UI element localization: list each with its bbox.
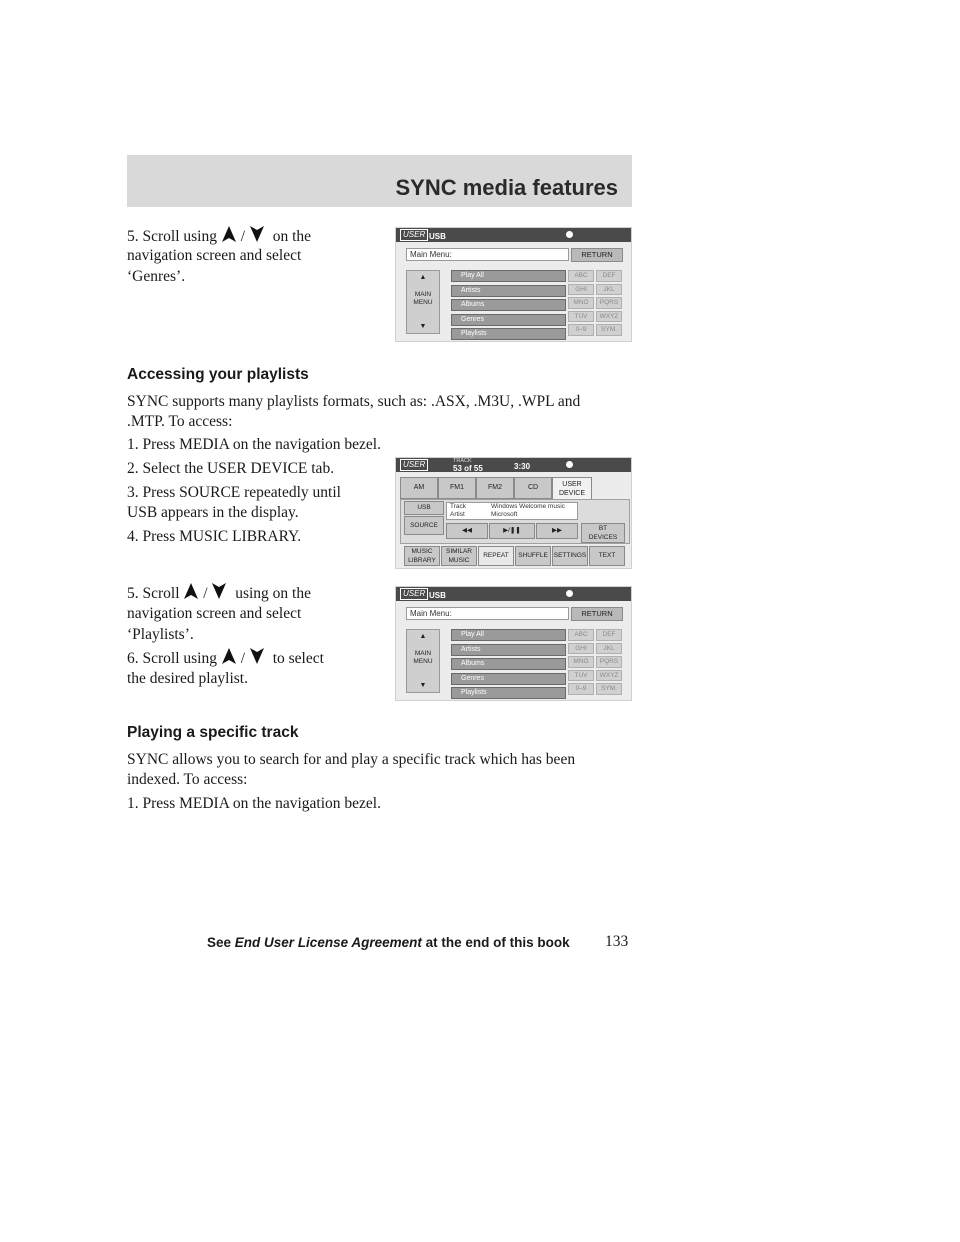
menu-item-genres[interactable]: Genres — [451, 314, 566, 326]
main-menu-button[interactable]: MAIN MENU — [413, 291, 433, 306]
step-genres-line3: ‘Genres’. — [127, 268, 186, 285]
source-label: USB — [429, 232, 446, 241]
user-tag: USER — [400, 229, 428, 241]
playlists-step-3b: USB appears in the display. — [127, 504, 299, 521]
alpha-key[interactable]: SYM. — [596, 324, 622, 336]
menu-list — [451, 629, 566, 702]
tab-cd[interactable]: CD — [514, 477, 552, 499]
playlists-step-6-line2: the desired playlist. — [127, 670, 248, 687]
status-indicator-icon — [566, 590, 573, 597]
menu-item-genres[interactable]: Genres — [451, 673, 566, 685]
track-title: Windows Welcome music — [491, 503, 565, 510]
scroll-up-button[interactable]: ▲ — [419, 274, 427, 281]
alpha-key[interactable]: 0–9 — [568, 324, 594, 336]
settings-button[interactable]: SETTINGS — [552, 546, 588, 566]
scroll-up-arrow-icon — [183, 582, 199, 600]
usb-button[interactable]: USB — [404, 501, 444, 515]
source-label: USB — [429, 591, 446, 600]
alpha-key[interactable]: WXYZ — [596, 311, 622, 323]
main-menu-bar: Main Menu: — [406, 607, 569, 620]
user-tag: USER — [400, 459, 428, 471]
alpha-key[interactable]: ABC — [568, 629, 594, 641]
scroll-down-button[interactable]: ▼ — [419, 682, 427, 689]
play-pause-button[interactable]: ▶/❚❚ — [489, 523, 535, 539]
track-step-1: 1. Press MEDIA on the navigation bezel. — [127, 795, 381, 812]
status-indicator-icon — [566, 461, 573, 468]
alpha-grid — [568, 629, 622, 695]
alpha-key[interactable]: GHI — [568, 284, 594, 296]
alpha-key[interactable]: JKL — [596, 284, 622, 296]
alpha-key[interactable]: 0–9 — [568, 683, 594, 695]
tab-am[interactable]: AM — [400, 477, 438, 499]
alpha-key[interactable]: JKL — [596, 643, 622, 655]
playlists-intro-1: SYNC supports many playlists formats, such as: .ASX, .M3U, .WPL and — [127, 393, 581, 410]
scroll-down-button[interactable]: ▼ — [419, 323, 427, 330]
alpha-grid — [568, 270, 622, 336]
status-indicator-icon — [566, 231, 573, 238]
eula-reference: End User License Agreement — [234, 935, 422, 950]
scroll-up-button[interactable]: ▲ — [419, 633, 427, 640]
menu-list — [451, 270, 566, 343]
main-menu-scroll — [406, 629, 440, 693]
alpha-key[interactable]: ABC — [568, 270, 594, 282]
main-menu-scroll — [406, 270, 440, 334]
tab-fm1[interactable]: FM1 — [438, 477, 476, 499]
tab-fm2[interactable]: FM2 — [476, 477, 514, 499]
step-genres-line1: 5. Scroll using / on the — [127, 225, 311, 247]
artist-name: Microsoft — [491, 511, 518, 518]
alpha-key[interactable]: PQRS — [596, 297, 622, 309]
usb-main-menu-screen-2 — [395, 586, 632, 701]
scroll-down-arrow-icon — [249, 647, 265, 665]
return-button[interactable]: RETURN — [571, 607, 623, 621]
return-button[interactable]: RETURN — [571, 248, 623, 262]
scroll-up-arrow-icon — [221, 225, 237, 243]
menu-item-albums[interactable]: Albums — [451, 658, 566, 670]
page-number: 133 — [605, 933, 629, 950]
scroll-up-arrow-icon — [221, 647, 237, 665]
music-library-button[interactable]: MUSIC LIBRARY — [404, 546, 440, 566]
playlists-step-2: 2. Select the USER DEVICE tab. — [127, 460, 335, 477]
menu-item-albums[interactable]: Albums — [451, 299, 566, 311]
repeat-button[interactable]: REPEAT — [478, 546, 514, 566]
step-genres-line2: navigation screen and select — [127, 247, 302, 264]
track-heading: Playing a specific track — [127, 724, 299, 741]
alpha-key[interactable]: PQRS — [596, 656, 622, 668]
track-label: TRACK — [453, 458, 472, 464]
menu-item-playlists[interactable]: Playlists — [451, 687, 566, 699]
similar-music-button[interactable]: SIMILAR MUSIC — [441, 546, 477, 566]
alpha-key[interactable]: MNO — [568, 297, 594, 309]
fast-forward-button[interactable]: ▶▶ — [536, 523, 578, 539]
menu-item-play-all[interactable]: Play All — [451, 270, 566, 282]
source-button[interactable]: SOURCE — [404, 516, 444, 535]
playlists-intro-2: .MTP. To access: — [127, 413, 233, 430]
playlists-heading: Accessing your playlists — [127, 366, 309, 383]
playlists-step-5-line2: navigation screen and select — [127, 605, 302, 622]
text-button[interactable]: TEXT — [589, 546, 625, 566]
footer-note: See End User License Agreement at the end of this book — [207, 935, 570, 950]
media-user-device-screen — [395, 457, 632, 569]
usb-main-menu-screen-1 — [395, 227, 632, 342]
playlists-step-3a: 3. Press SOURCE repeatedly until — [127, 484, 341, 501]
menu-item-playlists[interactable]: Playlists — [451, 328, 566, 340]
track-intro-1: SYNC allows you to search for and play a specific track which has been — [127, 751, 576, 768]
tab-user-device[interactable]: USER DEVICE — [552, 477, 592, 506]
menu-item-artists[interactable]: Artists — [451, 644, 566, 656]
track-info: Track Windows Welcome music Artist Microsoft — [446, 502, 578, 520]
bt-devices-button[interactable]: BT DEVICES — [581, 523, 625, 543]
playlists-step-6-line1: 6. Scroll using / to select — [127, 647, 324, 669]
user-tag: USER — [400, 588, 428, 600]
alpha-key[interactable]: DEF — [596, 629, 622, 641]
track-number: 53 of 55 — [453, 464, 483, 473]
main-menu-bar: Main Menu: — [406, 248, 569, 261]
playlists-step-5-line1: 5. Scroll / using on the — [127, 582, 311, 604]
scroll-down-arrow-icon — [249, 225, 265, 243]
playlists-step-5-line3: ‘Playlists’. — [127, 626, 194, 643]
alpha-key[interactable]: TUV — [568, 670, 594, 682]
menu-item-play-all[interactable]: Play All — [451, 629, 566, 641]
alpha-key[interactable]: DEF — [596, 270, 622, 282]
main-menu-button[interactable]: MAIN MENU — [413, 650, 433, 665]
alpha-key[interactable]: GHI — [568, 643, 594, 655]
section-header — [127, 155, 632, 207]
alpha-key[interactable]: SYM. — [596, 683, 622, 695]
playlists-step-4: 4. Press MUSIC LIBRARY. — [127, 528, 302, 545]
alpha-key[interactable]: MNO — [568, 656, 594, 668]
menu-item-artists[interactable]: Artists — [451, 285, 566, 297]
track-intro-2: indexed. To access: — [127, 771, 248, 788]
rewind-button[interactable]: ◀◀ — [446, 523, 488, 539]
section-title: SYNC media features — [395, 175, 618, 200]
playlists-step-1: 1. Press MEDIA on the navigation bezel. — [127, 436, 381, 453]
shuffle-button[interactable]: SHUFFLE — [515, 546, 551, 566]
alpha-key[interactable]: TUV — [568, 311, 594, 323]
track-time: 3:30 — [514, 462, 531, 471]
scroll-down-arrow-icon — [211, 582, 227, 600]
alpha-key[interactable]: WXYZ — [596, 670, 622, 682]
